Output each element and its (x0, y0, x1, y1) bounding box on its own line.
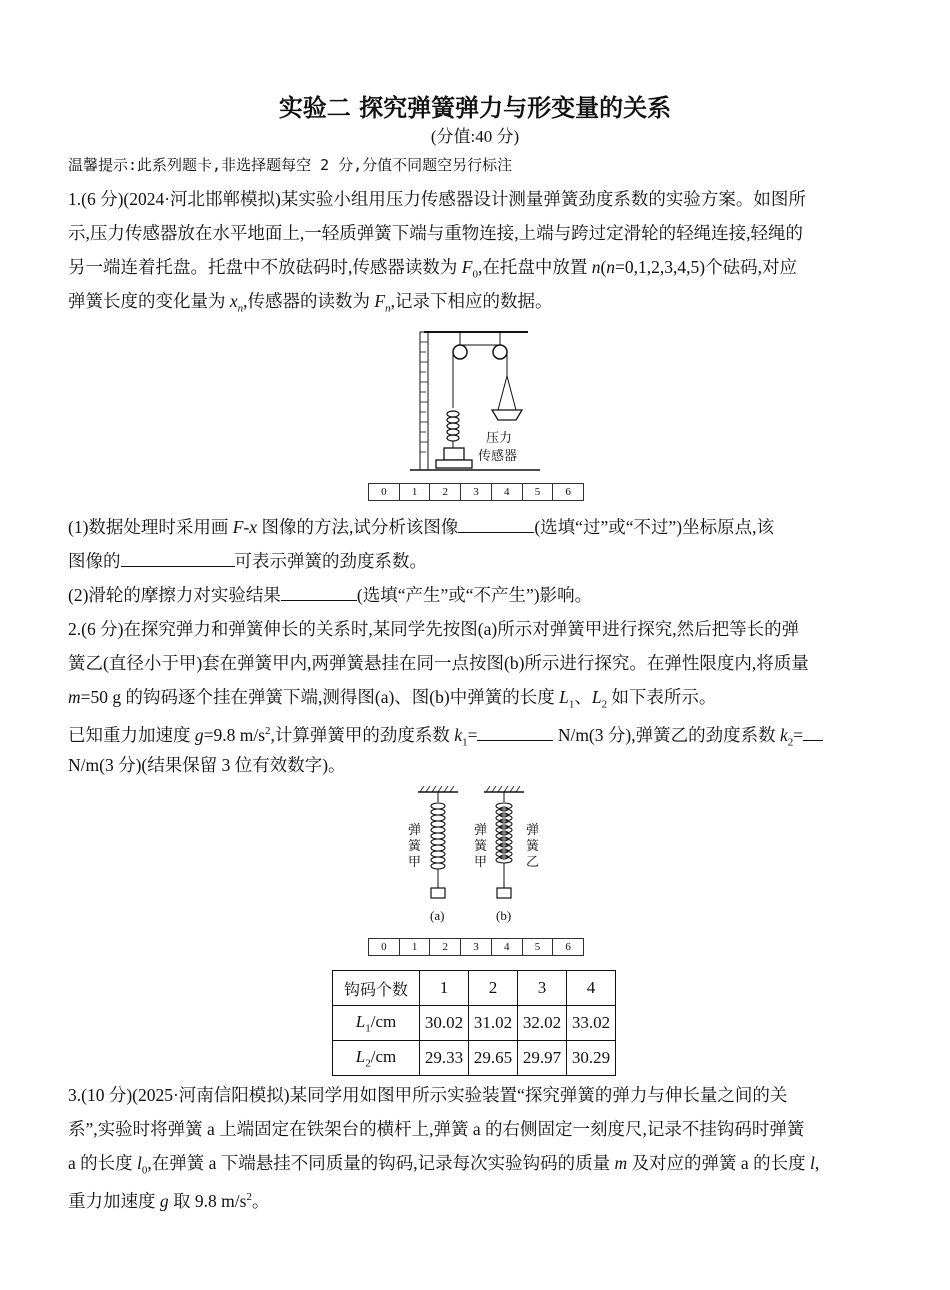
spring-a-icon (431, 803, 445, 869)
q2-line4: 已知重力加速度 g=9.8 $m/s^2$,计算弹簧甲的劲度系数 $k_1= N/m(3$ 分),弹簧乙的劲度系数 $k_2=$ (68, 714, 888, 759)
table-header-row: 钩码个数 1 2 3 4 (333, 971, 616, 1006)
answer-blank-1[interactable] (458, 512, 534, 533)
spring-b-icon (496, 803, 512, 863)
sensor-label-2: 传感器 (478, 449, 518, 464)
caption-a: (a) (430, 908, 445, 923)
data-table (332, 970, 616, 1076)
answer-blank-k1[interactable] (477, 720, 553, 741)
answer-blank-k2[interactable] (803, 720, 823, 741)
weight-block (444, 448, 464, 460)
page-title: 实验二 探究弹簧弹力与形变量的关系 (278, 94, 672, 122)
springs-figure (400, 786, 560, 926)
weight-b (497, 888, 511, 898)
q2-line3: m=50 g 的钩码逐个挂在弹簧下端,测得图(a)、图(b)中弹簧的长度 $L_1$、$L_2$ 如下表所示。 (68, 687, 717, 711)
label-spring-b-inner: 弹簧乙 (526, 823, 540, 870)
score-note: (分值:40 分) (430, 127, 520, 146)
table-row: $L_1/cm$ 30.02 31.02 32.02 33.02 (333, 1006, 616, 1041)
label-spring-a: 弹簧甲 (408, 823, 422, 870)
q1-line1: 1.(6 分)(2024·河北邯郸模拟)某实验小组用压力传感器设计测量弹簧劲度系数的实验方案。如图所 (68, 189, 806, 209)
q1-line2: 示,压力传感器放在水平地面上,一轻质弹簧下端与重物连接,上端与跨过定滑轮的轻绳连接,轻绳的 (68, 223, 803, 243)
q1-sub2: (2)滑轮的摩擦力对实验结果 (选填“产生”或“不产生”)影响。 (68, 578, 888, 612)
q3-line4: 重力加速度 g 取 9.8 $m/s^2$。 (68, 1190, 270, 1211)
tray-icon (492, 410, 522, 420)
q1-sub1-line1: (1)数据处理时采用画 F-x 图像的方法,试分析该图像 (选填“过”或“不过”)坐标原点,该 (68, 510, 888, 544)
q1-sub1-line2: 图像的 可表示弹簧的劲度系数。 (68, 544, 888, 578)
pulley-apparatus-figure (410, 326, 540, 476)
tip-text: 温馨提示:此系列题卡,非选择题每空 2 分,分值不同题空另行标注 (68, 156, 513, 174)
pressure-sensor (436, 460, 472, 468)
q2-line2: 簧乙(直径小于甲)套在弹簧甲内,两弹簧悬挂在同一点按图(b)所示进行探究。在弹性限度内,将质量 (68, 653, 809, 673)
q2-line1: 2.(6 分)在探究弹力和弹簧伸长的关系时,某同学先按图(a)所示对弹簧甲进行探究,然后把等长的弹 (68, 619, 800, 639)
position-ruler-1: 0 1 2 3 4 5 6 (368, 483, 584, 501)
q3-line3: a 的长度 $l_0$,在弹簧 a 下端悬挂不同质量的钩码,记录每次实验钩码的质量 m 及对应的弹簧 a 的长度 l, (68, 1153, 820, 1177)
pulley-right-icon (493, 345, 507, 359)
table-row: $L_2/cm$ 29.33 29.65 29.97 30.29 (333, 1041, 616, 1076)
sensor-label-1: 压力 (486, 431, 513, 446)
q1-line4: 弹簧长度的变化量为 $x_n$,传感器的读数为 $F_n$,记录下相应的数据。 (68, 291, 553, 315)
q3-line1: 3.(10 分)(2025·河南信阳模拟)某同学用如图甲所示实验装置“探究弹簧的弹力与伸长量之间的关 (68, 1085, 788, 1105)
caption-b: (b) (496, 908, 512, 923)
q2-line5: N/m(3 分)(结果保留 3 位有效数字)。 (68, 755, 346, 775)
spring-icon (447, 411, 459, 441)
pulley-left-icon (453, 345, 467, 359)
answer-blank-3[interactable] (281, 580, 357, 601)
weight-a (431, 888, 445, 898)
label-spring-b-outer: 弹簧甲 (474, 823, 488, 870)
q3-line2: 系”,实验时将弹簧 a 上端固定在铁架台的横杆上,弹簧 a 的右侧固定一刻度尺,记录不挂钩码时弹簧 (68, 1119, 805, 1139)
answer-blank-2[interactable] (121, 546, 235, 567)
q1-line3: 另一端连着托盘。托盘中不放砝码时,传感器读数为 $F_0$,在托盘中放置 n(n=0,1,2,3,4,5)个砝码,对应 (68, 257, 797, 281)
position-ruler-2: 0 1 2 3 4 5 6 (368, 938, 584, 956)
